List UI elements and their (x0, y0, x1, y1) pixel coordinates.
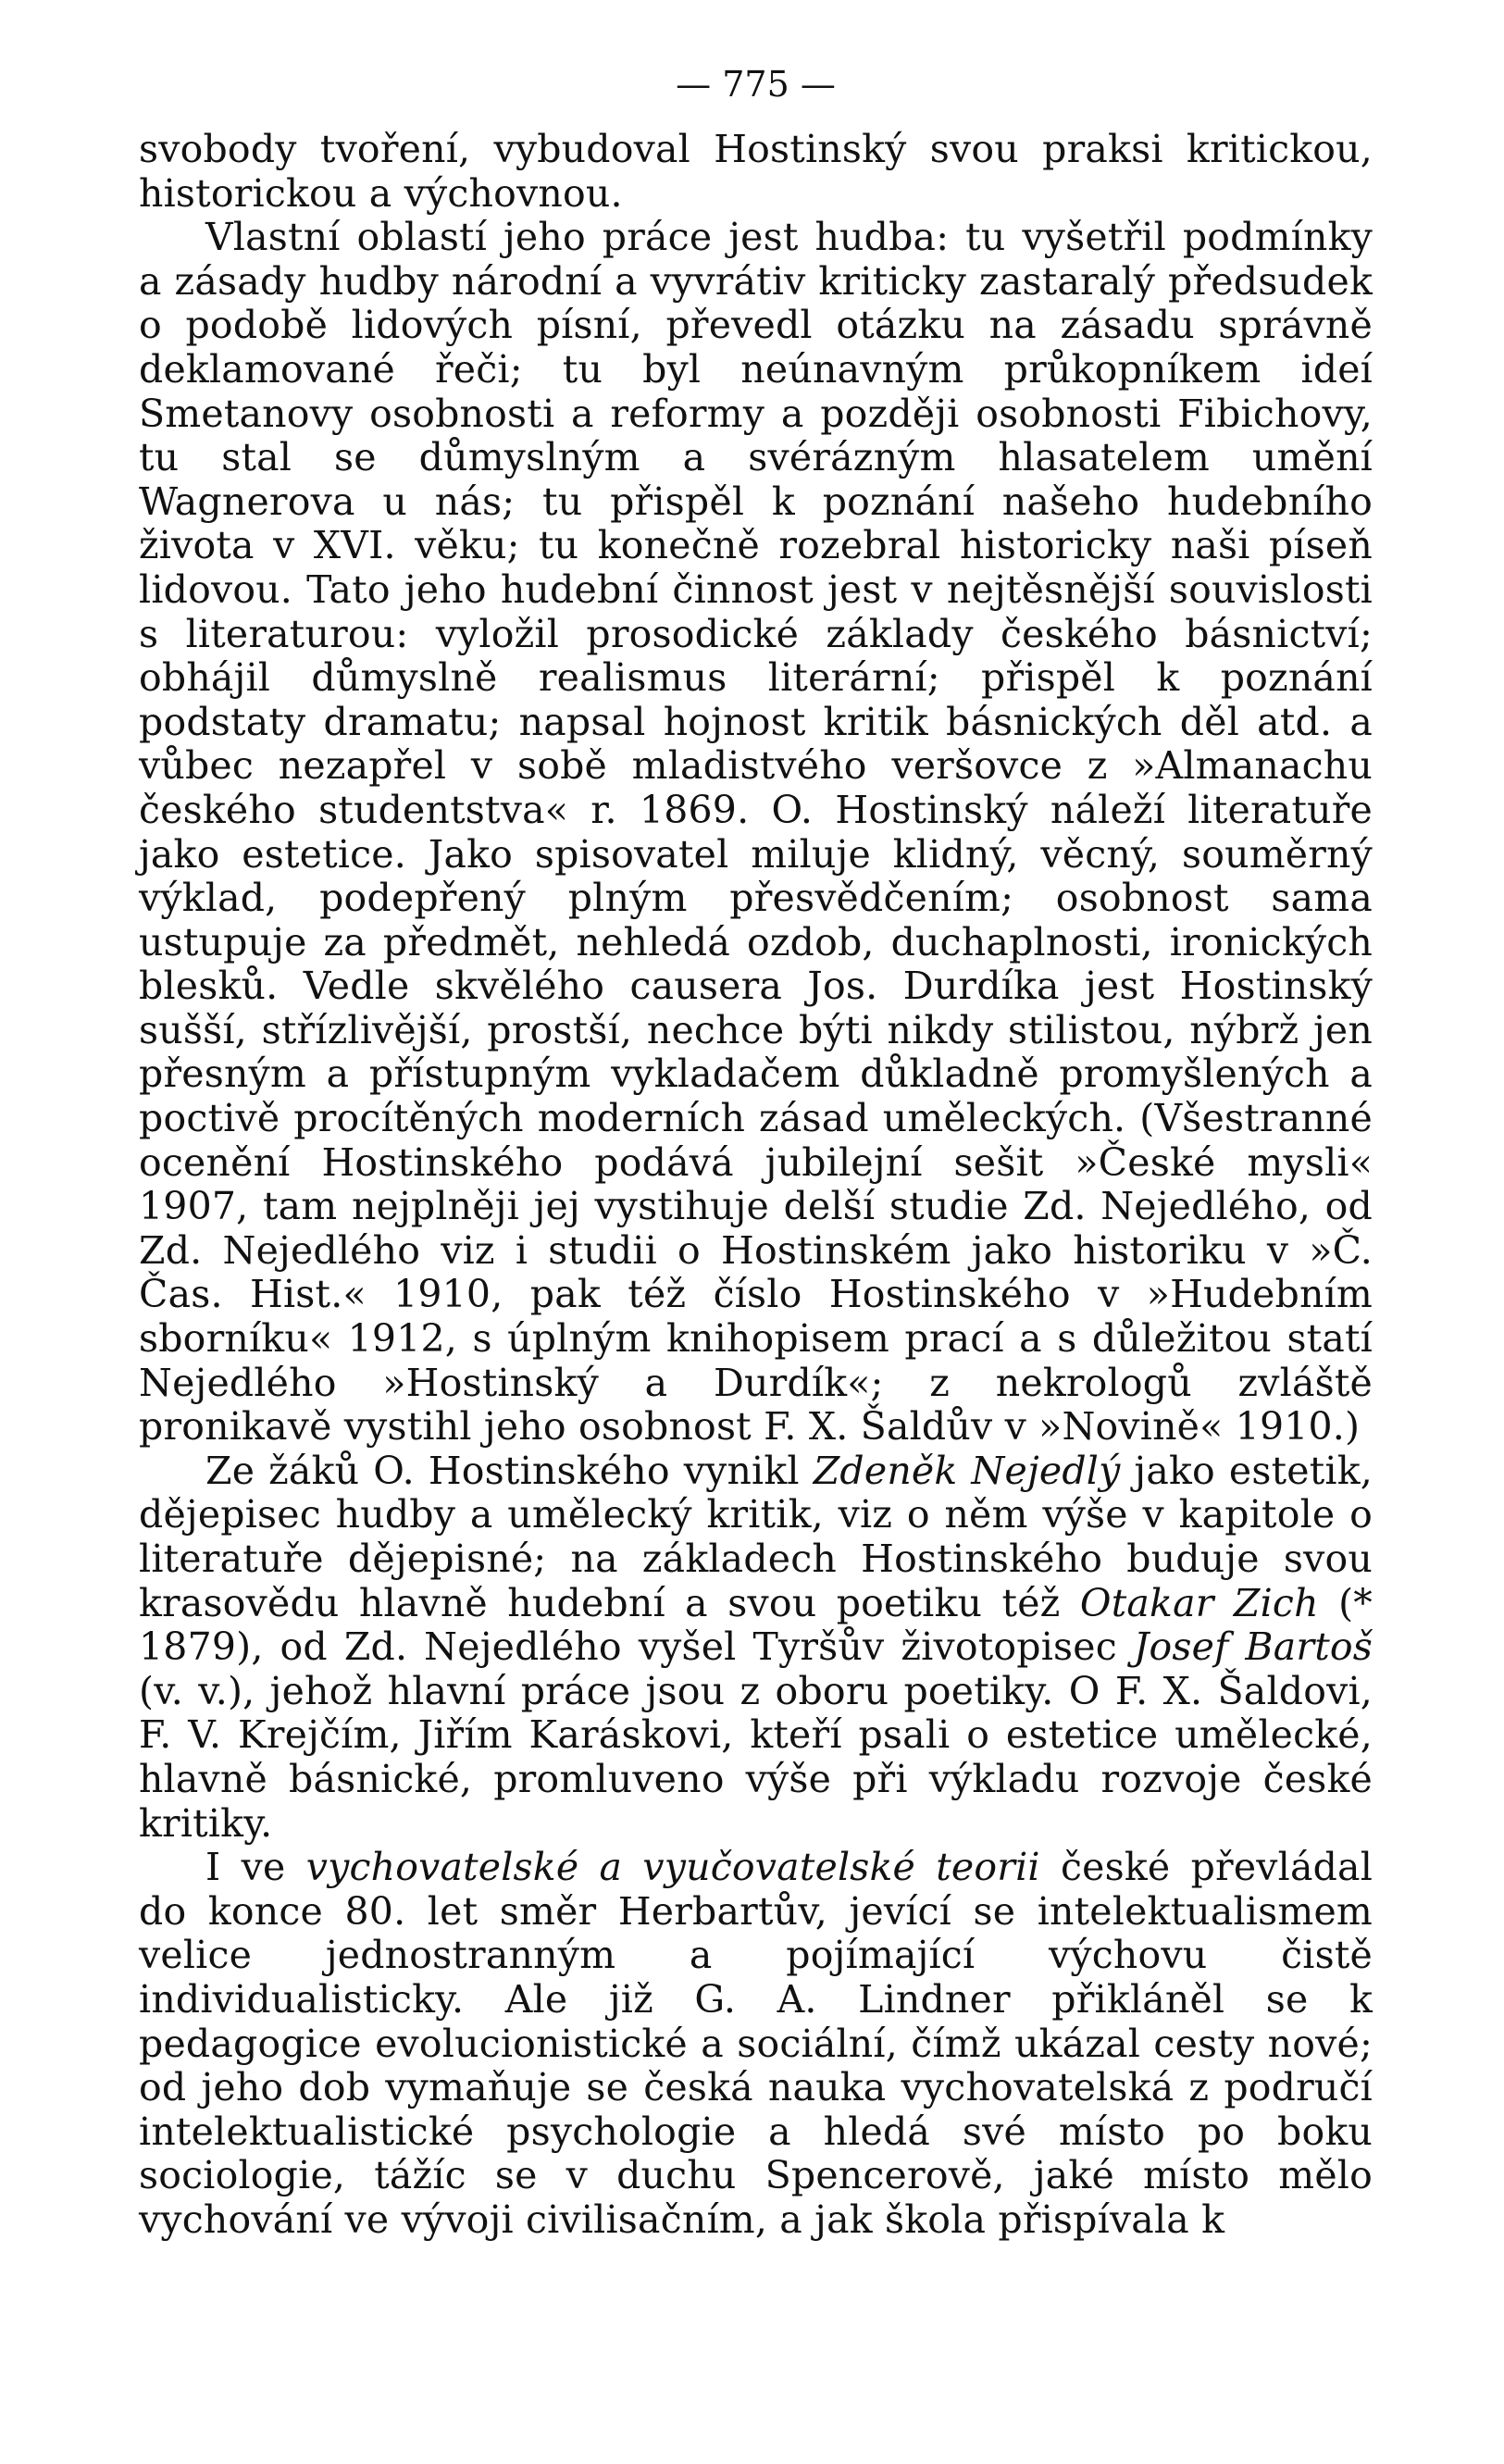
paragraph-4-text-b: české převládal do konce 80. let směr Herbartův, jevící se intelektualismem velice jednostranným a pojímající výchovu čistě individualisticky. Ale již G. A. Lindner přikláněl se k pedagogice evolucionistické a sociální, čímž ukázal cesty nové; od jeho dob vymaňuje se česká nauka vychovatelská z područí intelektualistické psychologie a hledá své místo po boku sociologie, tážíc se v duchu Spencerově, jaké místo mělo vychování ve vývoji civilisačním, a jak škola přispívala k (139, 1845, 1373, 2242)
paragraph-3 (139, 1450, 1373, 1846)
paragraph-4 (139, 1846, 1373, 2242)
name-zdenek-nejedly: Zdeněk Nejedlý (813, 1448, 1121, 1493)
paragraph-2-text: Vlastní oblastí jeho práce jest hudba: tu vyšetřil podmínky a zásady hudby národní a vyvrátiv kriticky zastaralý předsudek o podobě lidových písní, převedl otázku na zásadu správně deklamované řeči; tu byl neúnavným průkopníkem ideí Smetanovy osobnosti a reformy a později osobnosti Fibichovy, tu stal se důmyslným a svérázným hlasatelem umění Wagnerova u nás; tu přispěl k poznání našeho hudebního života v XVI. věku; tu konečně rozebral historicky naši píseň lidovou. Tato jeho hudební činnost jest v nejtěsnější souvislosti s literaturou: vyložil prosodické základy českého básnictví; obhájil důmyslně realismus literární; přispěl k poznání podstaty dramatu; napsal hojnost kritik básnických děl atd. a vůbec nezapřel v sobě mladistvého veršovce z »Almanachu českého studentstva« r. 1869. O. Hostinský náleží literatuře jako estetice. Jako spisovatel miluje klidný, věcný, souměrný výklad, podepřený plným přesvědčením; osobnost sama ustupuje za předmět, nehledá ozdob, duchaplnosti, ironických blesků. Vedle skvělého causera Jos. Durdíka jest Hostinský sušší, střízlivější, prostší, nechce býti nikdy stilistou, nýbrž jen přesným a přístupným vykladačem důkladně promyšlených a poctivě procítěných moderních zásad uměleckých. (Všestranné ocenění Hostinského podává jubilejní sešit »České mysli« 1907, tam nejplněji jej vystihuje delší studie Zd. Nejedlého, od Zd. Nejedlého viz i studii o Hostinském jako historiku v »Č. Čas. Hist.« 1910, pak též číslo Hostinského v »Hudebním sborníku« 1912, s úplným knihopisem prací a s důležitou statí Nejedlého »Hostinský a Durdík«; z nekrologů zvláště pronikavě vystihl jeho osobnost F. X. Šaldův v »Novině« 1910.) (139, 215, 1373, 1450)
paragraph-3-text-c: (* 1879), od Zd. Nejedlého vyšel Tyršův životopisec (139, 1580, 1373, 1670)
paragraph-3-text-d: (v. v.), jehož hlavní práce jsou z oboru poetiky. O F. X. Šaldovi, F. V. Krejčím, Jiřím Karáskovi, kteří psali o estetice umělecké, hlavně básnické, promluveno výše při výkladu rozvoje české kritiky. (139, 1668, 1373, 1846)
page-number: — 775 — (676, 64, 836, 105)
paragraph-2 (139, 216, 1373, 1450)
name-otakar-zich: Otakar Zich (1079, 1580, 1319, 1625)
paragraph-3-text-a: Ze žáků O. Hostinského vynikl (205, 1448, 814, 1493)
term-vychovatelska-teorie: vychovatelské a vyučovatelské teorii (305, 1845, 1040, 1890)
paragraph-3-text-b: jako estetik, dějepisec hudby a umělecký kritik, viz o něm výše v kapitole o literatuře dějepisné; na základech Hostinského buduje svou krasovědu hlavně hudební a svou poetiku též (139, 1448, 1373, 1625)
paragraph-1 (139, 128, 1373, 216)
name-josef-bartos: Josef Bartoš (1133, 1624, 1373, 1670)
paragraph-4-text-a: I ve (205, 1845, 306, 1890)
paragraph-1-text: svobody tvoření, vybudoval Hostinský svou praksi kritickou, historickou a výchovnou. (139, 127, 1373, 216)
